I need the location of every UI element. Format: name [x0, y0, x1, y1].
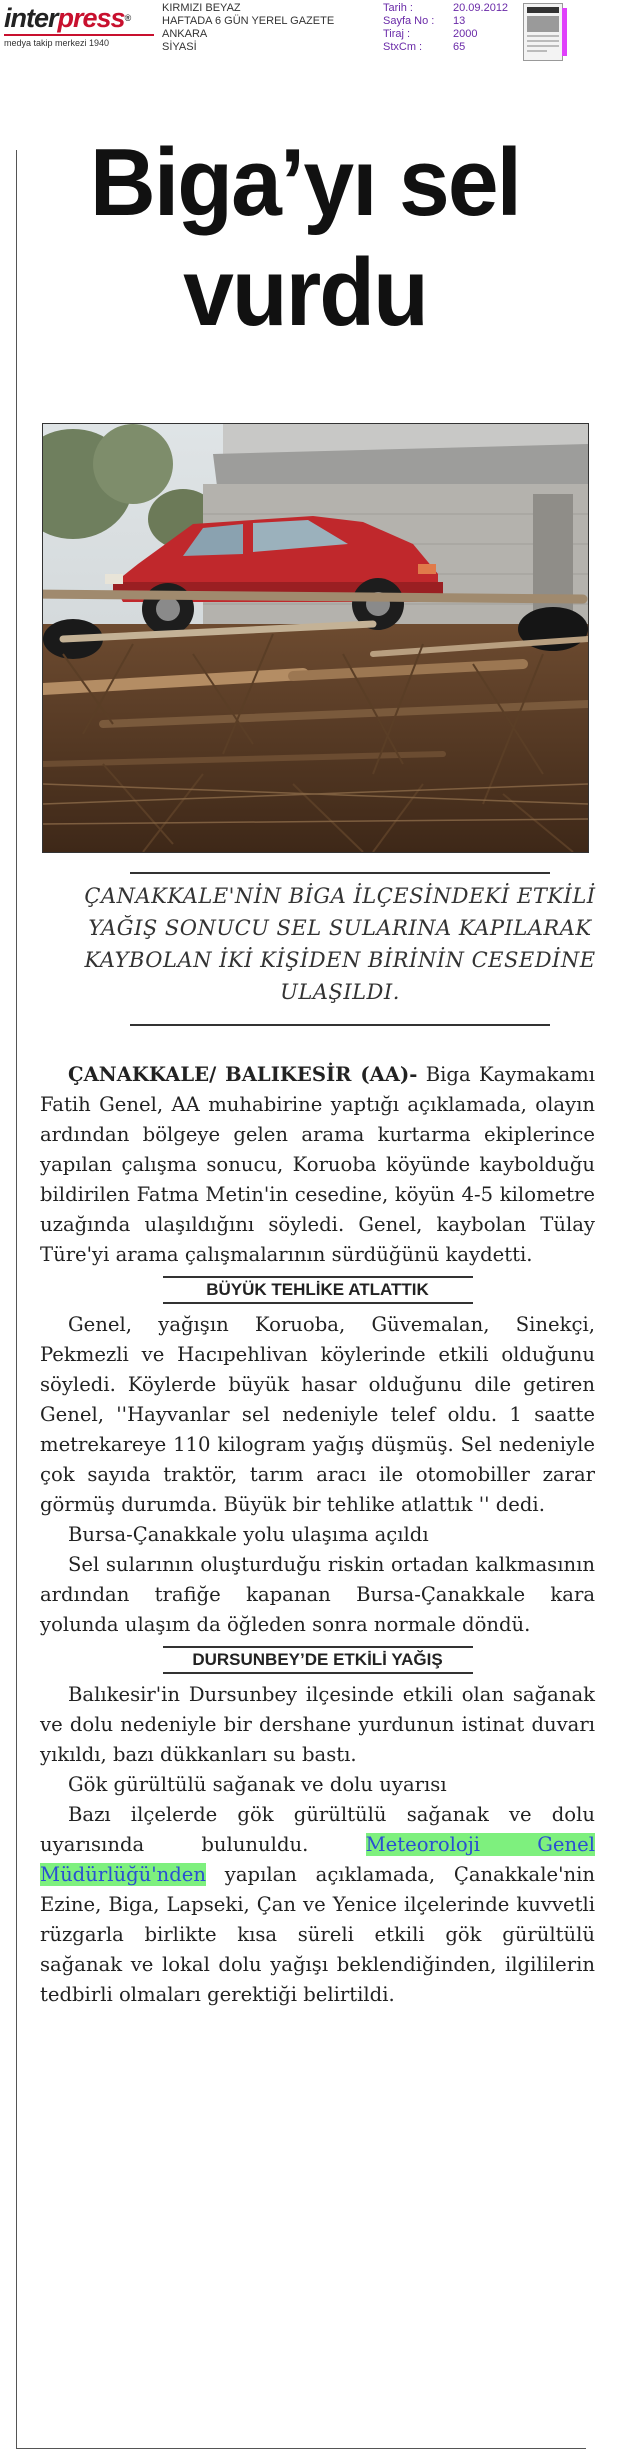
meta-label: StxCm : — [383, 41, 423, 53]
body-paragraph: Sel sularının oluşturduğu riskin ortadan kalkmasının ardından trafiğe kapanan Bursa-Çanakkale kara yolunda ulaşım da öğleden sonra normale döndü. — [40, 1553, 595, 1636]
meta-label: Tarih : — [383, 2, 413, 14]
paragraph-text: yapılan açıklamada, Çanakkale'nin Ezine, Biga, Lapseki, Çan ve Yenice ilçelerinde kuvvetli rüzgarla birlikte kısa süreli etkili gök gürültülü sağanak ve lokal dolu yağışı beklendiğinden, ilgililerin tedbirli olmaları gerektiği belirtildi. — [40, 1863, 595, 2006]
thumbnail-position-marker — [562, 8, 567, 56]
meta-row-area — [383, 41, 513, 54]
body-paragraph — [40, 1060, 595, 1270]
meta-value: 20.09.2012 — [453, 2, 509, 14]
article-body — [40, 1060, 595, 2010]
subheading: BÜYÜK TEHLİKE ATLATTIK — [163, 1276, 473, 1304]
logo-tagline: medya takip merkezi 1940 — [4, 34, 154, 48]
meta-row-date — [383, 2, 513, 15]
body-paragraph: Genel, yağışın Koruoba, Güvemalan, Sinekçi, Pekmezli ve Hacıpehlivan köylerinde etkili olduğunu söyledi. Köylerde büyük hasar olduğunu dile getiren Genel, ''Hayvanlar sel nedeniyle telef oldu. 1 saatte metrekareye 110 kilogram yağış düşmüş. Sel nedeniyle çok sayıda traktör, tarım aracı ile otomobiller zarar görmüş durumda. Büyük bir tehlike atlattık '' dedi. — [40, 1313, 595, 1516]
meta-label: Sayfa No : — [383, 15, 435, 27]
clipping-meta — [383, 2, 513, 54]
flood-photo — [42, 423, 589, 853]
highlighted-keyword[interactable]: Meteoroloji Genel Müdürlüğü'nden — [40, 1833, 596, 1886]
interpress-logo — [4, 4, 154, 48]
page-thumbnail[interactable] — [523, 3, 563, 61]
article-spot: ÇANAKKALE'NİN BİGA İLÇESİNDEKİ ETKİLİ YAĞIŞ SONUCU SEL SULARINA KAPILARAK KAYBOLAN İKİ KİŞİDEN BİRİNİN CESEDİNE ULAŞILDI. — [84, 884, 596, 1004]
body-paragraph: Balıkesir'in Dursunbey ilçesinde etkili olan sağanak ve dolu nedeniyle bir dershane yurdunun istinat duvarı yıkıldı, bazı dükkanları su bastı. — [40, 1683, 595, 1766]
logo-wordmark — [4, 4, 154, 32]
paragraph-text: Bazı ilçelerde gök gürültülü sağanak ve dolu uyarısında bulunuldu. — [40, 1803, 595, 1856]
clipping-header — [0, 0, 630, 68]
paragraph-text: Biga Kaymakamı Fatih Genel, AA muhabirine yaptığı açıklamada, olayın ardından bölgeye gelen arama kurtarma ekiplerince yapılan çalışma sonucu, Koruoba köyünde kaybolduğu bildirilen Fatma Metin'in cesedine, köyün 4-5 kilometre uzağında ulaşıldığını söyledi. Genel, kaybolan Tülay Türe'yi arama çalışmalarının sürdüğünü kaydetti. — [40, 1063, 595, 1266]
publication-name: KIRMIZI BEYAZ — [162, 2, 241, 14]
meta-row-circulation — [383, 28, 513, 41]
meta-value: 13 — [453, 15, 466, 27]
publication-category: SİYASİ — [162, 41, 197, 53]
body-paragraph — [40, 1800, 595, 2010]
meta-value: 65 — [453, 41, 466, 53]
meta-value: 2000 — [453, 28, 478, 40]
logo-press: press — [57, 3, 125, 33]
clipping-frame-left — [16, 150, 17, 2448]
meta-label: Tiraj : — [383, 28, 411, 40]
publication-city: ANKARA — [162, 28, 208, 40]
body-paragraph: Gök gürültülü sağanak ve dolu uyarısı — [68, 1773, 447, 1796]
article-headline: Biga’yı sel vurdu — [89, 129, 521, 346]
logo-inter: inter — [4, 3, 58, 33]
logo-registered-mark: ® — [124, 13, 131, 23]
publication-frequency: HAFTADA 6 GÜN YEREL GAZETE — [162, 15, 335, 27]
clipping-frame-bottom — [16, 2448, 586, 2449]
publication-info — [162, 2, 334, 54]
meta-row-page — [383, 15, 513, 28]
body-paragraph: Bursa-Çanakkale yolu ulaşıma açıldı — [68, 1523, 429, 1546]
dateline: ÇANAKKALE/ BALIKESİR (AA)- — [68, 1063, 418, 1086]
spot-rule-top — [130, 872, 550, 874]
spot-rule-bottom — [130, 1024, 550, 1026]
subheading: DURSUNBEY’DE ETKİLİ YAĞIŞ — [163, 1646, 473, 1674]
